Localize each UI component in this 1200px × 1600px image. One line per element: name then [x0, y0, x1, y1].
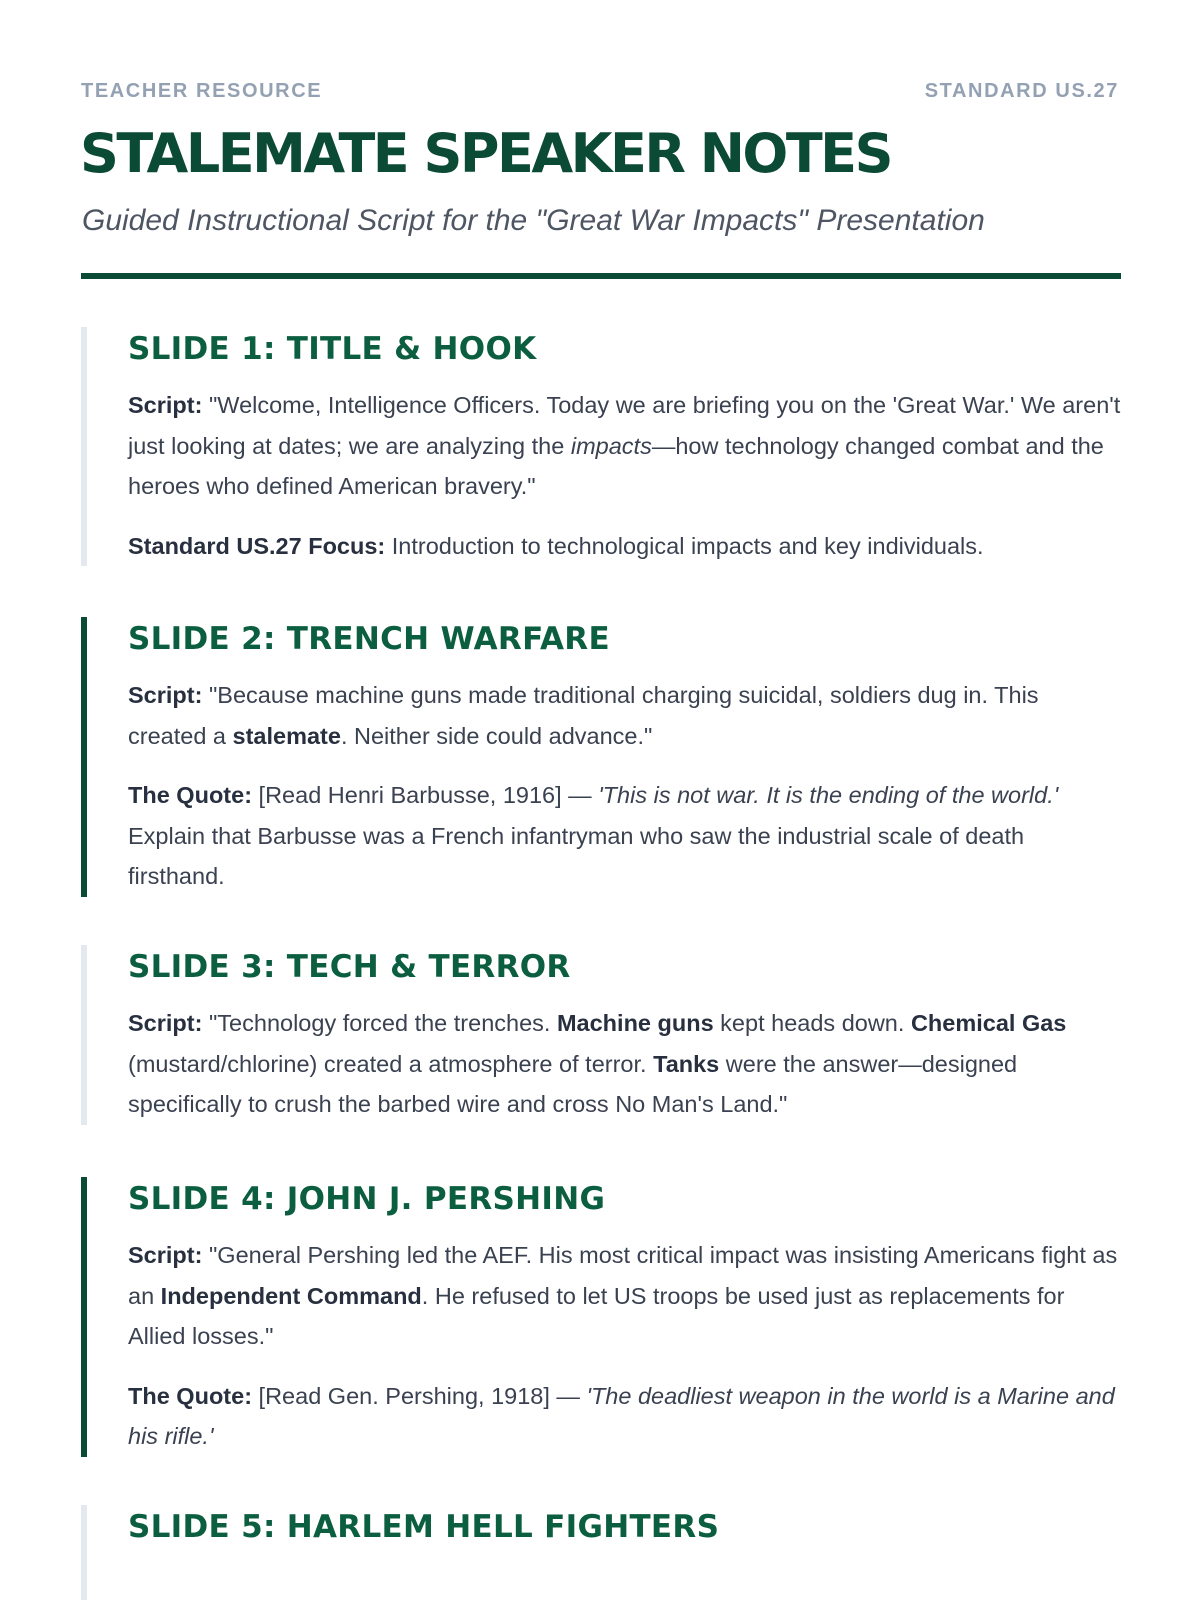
script-text: "Technology forced the trenches. — [202, 1010, 557, 1036]
slide-1-script — [128, 385, 1121, 507]
focus-label: Standard US.27 Focus: — [128, 532, 386, 559]
quote-text: 'The deadliest weapon in the world is a Marine and his rifle.' — [128, 1382, 1115, 1449]
key-term: stalemate — [232, 722, 341, 749]
page-subtitle: Guided Instructional Script for the "Great War Impacts" Presentation — [82, 204, 985, 237]
script-text: "General Pershing led the AEF. His most critical impact was insisting Americans fight as an — [128, 1242, 1118, 1309]
script-text: . He refused to let US troops be used just as replacements for Allied losses." — [128, 1282, 1065, 1349]
resource-label: TEACHER RESOURCE — [81, 80, 323, 102]
script-label: Script: — [128, 1242, 203, 1268]
slide-4-quote — [128, 1376, 1121, 1457]
header-divider — [81, 273, 1121, 279]
script-label: Script: — [128, 682, 203, 708]
script-text: kept heads down. — [713, 1010, 911, 1036]
emphasis-text: impacts — [570, 432, 652, 459]
focus-text: Introduction to technological impacts and key individuals. — [385, 532, 984, 559]
key-term: Independent Command — [160, 1282, 422, 1309]
script-text: . Neither side could advance." — [340, 722, 653, 749]
key-term: Chemical Gas — [910, 1010, 1067, 1036]
slide-2-section — [81, 617, 1121, 897]
header-meta — [81, 80, 1119, 103]
slide-2-heading: SLIDE 2: TRENCH WARFARE — [128, 621, 610, 657]
quote-source: [Read Gen. Pershing, 1918] — — [252, 1382, 587, 1409]
slide-5-heading: SLIDE 5: HARLEM HELL FIGHTERS — [128, 1509, 720, 1545]
slide-1-heading: SLIDE 1: TITLE & HOOK — [128, 331, 537, 367]
script-text: were the answer—designed specifically to crush the barbed wire and cross No Man's Land." — [128, 1050, 1018, 1117]
script-text: "Because machine guns made traditional charging suicidal, soldiers dug in. This created a — [128, 682, 1039, 749]
quote-label: The Quote: — [128, 782, 253, 808]
quote-label: The Quote: — [128, 1382, 253, 1409]
script-label: Script: — [128, 1010, 203, 1036]
slide-4-heading: SLIDE 4: JOHN J. PERSHING — [128, 1181, 606, 1217]
slide-1-focus — [128, 526, 1121, 567]
slide-5-section — [81, 1505, 1121, 1600]
quote-text: 'This is not war. It is the ending of the world.' — [598, 782, 1059, 808]
slide-3-section — [81, 945, 1121, 1125]
script-label: Script: — [128, 392, 203, 418]
key-term: Machine guns — [556, 1010, 714, 1036]
slide-4-section — [81, 1177, 1121, 1457]
slide-2-quote — [128, 775, 1121, 897]
slide-3-script — [128, 1003, 1121, 1125]
quote-note: Explain that Barbusse was a French infantryman who saw the industrial scale of death firsthand. — [128, 822, 1025, 889]
page-title: STALEMATE SPEAKER NOTES — [80, 122, 891, 185]
slide-1-section — [81, 327, 1121, 566]
slide-4-script — [128, 1235, 1121, 1357]
slide-2-script — [128, 675, 1121, 756]
script-text: (mustard/chlorine) created a atmosphere of terror. — [128, 1050, 654, 1077]
script-text: "Welcome, Intelligence Officers. Today we are briefing you on the 'Great War.' We aren't just looking at dates; we are analyzing the — [128, 392, 1121, 459]
slide-3-heading: SLIDE 3: TECH & TERROR — [128, 949, 571, 985]
standard-label: STANDARD US.27 — [924, 80, 1119, 102]
key-term: Tanks — [653, 1050, 720, 1077]
script-text: —how technology changed combat and the heroes who defined American bravery." — [128, 432, 1104, 499]
quote-source: [Read Henri Barbusse, 1916] — — [252, 782, 599, 808]
